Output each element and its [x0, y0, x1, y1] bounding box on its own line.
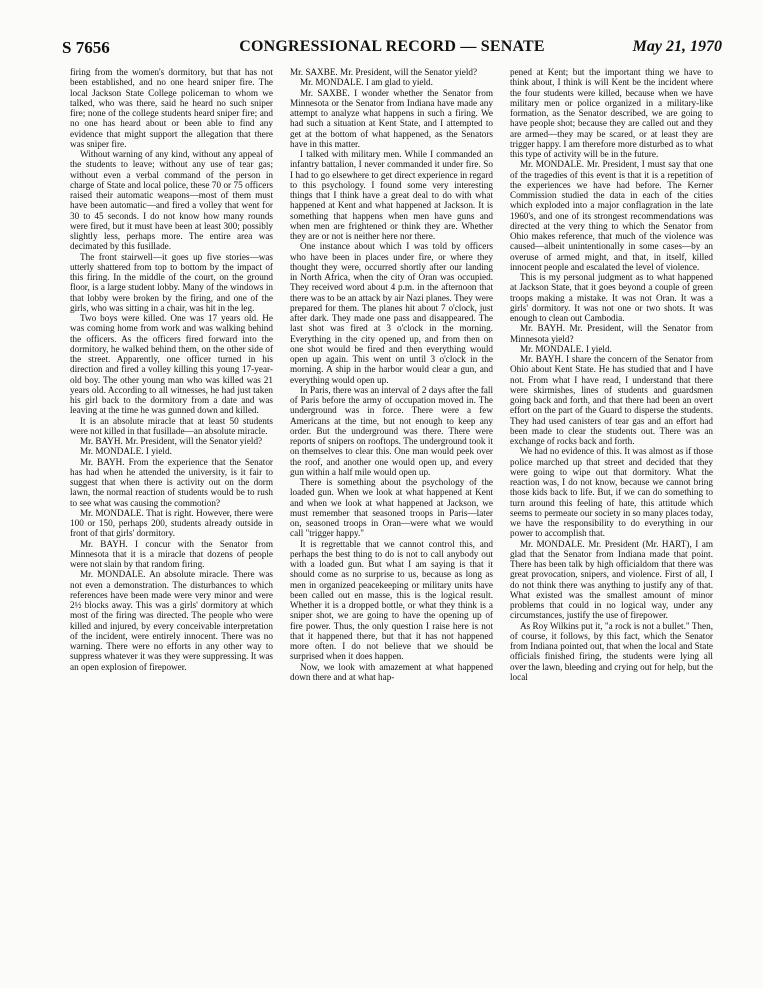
- paragraph: It is an absolute miracle that at least 50 students were not killed in that fusillade—an absolute miracle.: [70, 415, 273, 436]
- paragraph: Two boys were killed. One was 17 years old. He was coming home from work and was walking behind the officers. As the officers fired forward into the dormitory, he walked behind them, on the other side of the street. Apparently, one officer turned in his direction and fired a volley killing this young 17-year-old boy. The other young man who was killed was 21 years old. According to all witnesses, he had just taken his girl back to the dormitory from a date and was leaving at the time he was gunned down and killed.: [70, 313, 273, 416]
- paragraph: In Paris, there was an interval of 2 days after the fall of Paris before the army of occupation moved in. The underground was in force. There were a few Americans at the time, but not enough to keep any order. But the underground was there. There were reports of snipers on rooftops. The underground took it on themselves to clear this. One man would peek over the roof, and another one would open up, and every gun within a half mile would open up.: [290, 384, 493, 477]
- page-header: [62, 38, 722, 62]
- paragraph: firing from the women's dormitory, but that has not been established, and no one heard sniper fire. The local Jackson State College policeman to whom we talked, who was there, said he heard no such sniper fire; none of the college students heard sniper fire; and no one has heard about or been able to find any evidence that might support the allegation that there was sniper fire.: [70, 67, 273, 149]
- paragraph: Mr. SAXBE. Mr. President, will the Senator yield?: [290, 67, 478, 77]
- paragraph: Mr. MONDALE. I yield.: [520, 343, 612, 354]
- paragraph: This is my personal judgment as to what happened at Jackson State, that it goes beyond a couple of green troops making a mistake. It was not Oran. It was a girls' dormitory. It was not one or two shots. It was enough to clean out Cambodia.: [510, 272, 713, 323]
- paragraph: Mr. MONDALE. An absolute miracle. There was not even a demonstration. The disturbances to which references have been made were very minor and were 2½ blocks away. This was a girls' dormitory at which most of the firing was directed. The people who were killed and injured, by every conceivable interpretation of the incident, were entirely innocent. There was no warning. There were no efforts in any other way to suppress whatever it was they were suppressing. It was an open explosion of firepower.: [70, 569, 273, 672]
- paragraph: The front stairwell—it goes up five stories—was utterly shattered from top to bottom by the impact of this firing. In the middle of the court, on the ground floor, is a large student lobby. Many of the windows in that lobby were broken by the firing, and one of the girls, who was sitting in a chair, was hit in the leg.: [70, 251, 273, 313]
- paragraph: One instance about which I was told by officers who have been in places under fire, or where they thought they were, occurred shortly after our landing in North Africa, when the city of Oran was occupied. They received word about 4 p.m. in the afternoon that there was to be an attack by air Nazi planes. They were prepared for them. The planes hit about 7 o'clock, just after dark. They made one pass and disappeared. The last shot was fired at 3 o'clock in the morning. Everything in the city opened up, and from then on one shot would be fired and then everything would open up again. This went on until 3 o'clock in the morning. A ship in the harbor would clear a gun, and everything would open up.: [290, 241, 493, 385]
- paragraph: Mr. BAYH. Mr. President, will the Senator yield?: [80, 436, 263, 446]
- page-number: S 7656: [62, 38, 110, 57]
- column-2: [290, 67, 493, 682]
- paragraph: Without warning of any kind, without any appeal of the students to leave; without any use of tear gas; without even a verbal command of the person in charge of State and local police, these 70 or 75 officers raised their automatic weapons—most of them must have been automatic—and fired a volley that went for 30 to 45 seconds. I do not know how many rounds were fired, but it must have been at least 300; possibly slightly less, perhaps more. The entire area was decimated by this fusillade.: [70, 149, 273, 252]
- paragraph: As Roy Wilkins put it, "a rock is not a bullet." Then, of course, it follows, by this fact, which the Senator from Indiana pointed out, that when the local and State officials finished firing, the students were lying all over the lawn, bleeding and crying out for help, but the local: [510, 620, 713, 682]
- column-1: [70, 67, 273, 672]
- paragraph: Mr. BAYH. I concur with the Senator from Minnesota that it is a miracle that dozens of people were not slain by that random firing.: [70, 538, 273, 569]
- paragraph: Mr. SAXBE. I wonder whether the Senator from Minnesota or the Senator from Indiana have made any attempt to analyze what happens in such a firing. We had such a situation at Kent State, and I attempted to get at the bottom of what happened, as the Senators have in this matter.: [290, 87, 493, 149]
- page-date: May 21, 1970: [632, 38, 722, 55]
- paragraph: Now, we look with amazement at what happened down there and at what hap-: [290, 661, 493, 682]
- page-title: CONGRESSIONAL RECORD — SENATE: [239, 38, 545, 55]
- paragraph: Mr. BAYH. Mr. President, will the Senator from Minnesota yield?: [510, 323, 713, 344]
- paragraph: Mr. MONDALE. That is right. However, there were 100 or 150, perhaps 200, students already outside in front of that girls' dormitory.: [70, 507, 273, 539]
- paragraph: pened at Kent; but the important thing we have to think about, I think is will Kent be the incident where the four students were killed, because when we have military men or police organized in a military-like formation, as the Senator described, we are going to have people shot; because they are called out and they are armed—they may be scared, or at least they are trigger happy. I am therefore more disturbed as to what this type of activity will be in the future.: [510, 67, 713, 159]
- paragraph: Mr. MONDALE. I yield.: [80, 446, 172, 457]
- column-3: [510, 67, 713, 682]
- paragraph: Mr. BAYH. I share the concern of the Senator from Ohio about Kent State. He has studied that and I have not. From what I have read, I understand that there were skirmishes, lines of students and guardsmen going back and forth, and that there had been an overt effort on the part of the Guard to disperse the students. They had used canisters of tear gas and an effort had been made to clear the students out. There was an exchange of rocks back and forth.: [510, 354, 713, 446]
- paragraph: It is regrettable that we cannot control this, and perhaps the best thing to do is not to call anybody out with a loaded gun. But what I am saying is that it should come as no surprise to us, because as long as men in organized peacekeeping or military units have been called out en masse, this is the logical result. Whether it is a dropped bottle, or what they think is a sniper shot, we are going to have the opening up of fire power. Thus, the only question I raise here is not that it happened there, but that it has not happened more often. I do not believe that we should be surprised when it does happen.: [290, 538, 493, 662]
- paragraph: We had no evidence of this. It was almost as if those police marched up that street and decided that they were going to wipe out that dormitory. What the reaction was, I do not know, because we cannot bring those kids back to life. But, if we can do something to turn around this feeling of hate, this attitude which seems to permeate our society in so many places today, we have the responsibility to do everything in our power to accomplish that.: [510, 446, 713, 539]
- paragraph: Mr. MONDALE. Mr. President, I must say that one of the tragedies of this event is that it is a repetition of the experiences we have had before. The Kerner Commission studied the data in each of the cities which exploded into a major conflagration in the late 1960's, and one of its strongest recommendations was directed at the very thing to which the Senator from Ohio makes reference, that much of the violence was caused—albeit unintentionally in some cases—by an overuse of armed might, and that, in itself, killed innocent people and escalated the level of violence.: [510, 159, 713, 272]
- paragraph: There is something about the psychology of the loaded gun. When we look at what happened at Kent and when we look at what happened at Jackson, we must remember that seasoned troops in Paris—later on, seasoned troops in Oran—were what we would call "trigger happy.": [290, 477, 493, 539]
- paragraph: Mr. MONDALE. I am glad to yield.: [300, 77, 433, 88]
- paragraph: I talked with military men. While I commanded an infantry battalion, I never commanded it under fire. So I had to go elsewhere to get direct experience in regard to this psychology. I found some very interesting things that I think have a great deal to do with what happened at Kent and what happened at Jackson. It is something that happens when men have guns and when men are frightened or think they are. Whether they are or not is neither here nor there.: [290, 149, 493, 241]
- paragraph: Mr. BAYH. From the experience that the Senator has had when he attended the university, is it fair to suggest that when there is activity out on the dorm lawn, the normal reaction of students would be to rush to see what was causing the commotion?: [70, 456, 273, 508]
- paragraph: Mr. MONDALE. Mr. President (Mr. HART), I am glad that the Senator from Indiana made that point. There has been talk by high officialdom that there was great provocation, snipers, and violence. First of all, I do not think there was anything to justify any of that. What existed was the smallest amount of minor problems that could in no logical way, under any circumstances, justify the use of firepower.: [510, 538, 713, 621]
